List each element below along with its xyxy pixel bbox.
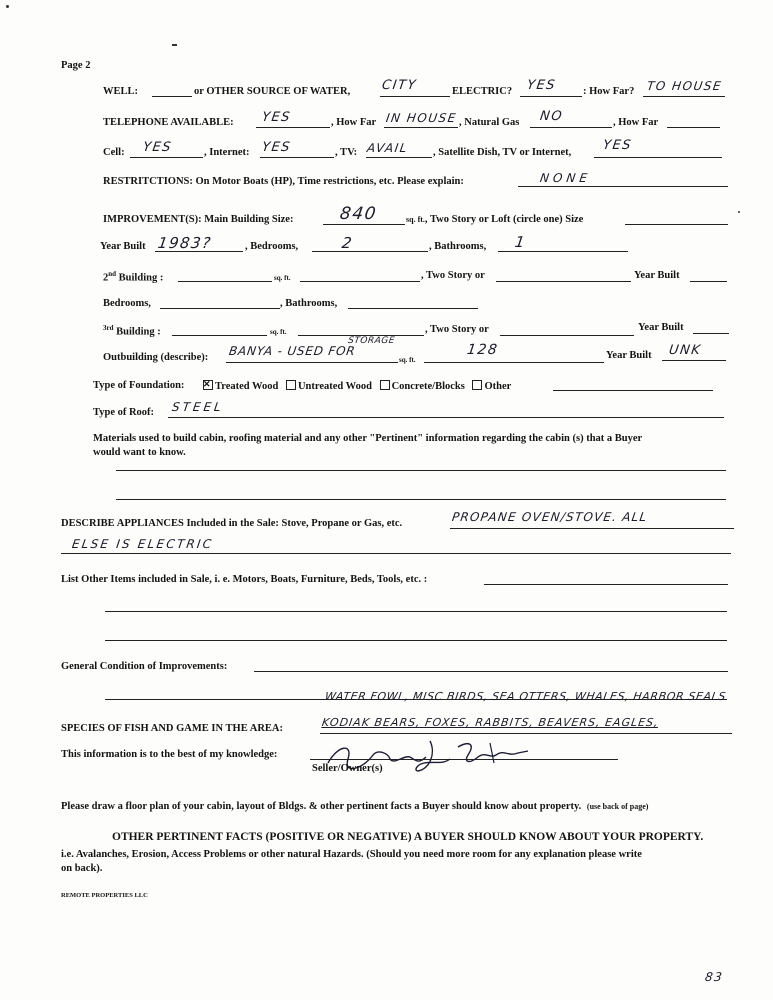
roof-value: STEEL xyxy=(171,400,225,414)
other-items-field-3 xyxy=(105,640,727,641)
natural-gas-label: , Natural Gas xyxy=(459,117,520,128)
outbuilding-sqft-value: 128 xyxy=(465,342,500,358)
footer-company: REMOTE PROPERTIES LLC xyxy=(61,892,148,899)
other-items-field-2 xyxy=(105,611,727,612)
restrictions-field xyxy=(518,186,728,187)
internet-label: , Internet: xyxy=(204,147,250,158)
knowledge-label: This information is to the best of my knowledge: xyxy=(61,749,278,760)
checkbox-icon[interactable] xyxy=(472,380,482,390)
third-year-field xyxy=(693,333,729,334)
bedrooms-field xyxy=(312,251,428,252)
telephone-label: TELEPHONE AVAILABLE: xyxy=(103,117,234,128)
telephone-field xyxy=(256,127,330,128)
outbuilding-value: BANYA - USED FOR xyxy=(228,344,357,358)
species-value-1: WATER FOWL, MISC BIRDS, SEA OTTERS, WHALES, HARBOR SEALS xyxy=(324,690,727,703)
third-sqft-label: sq. ft. xyxy=(270,328,287,336)
restrictions-label: RESTRITCTIONS: On Motor Boats (HP), Time restrictions, etc. Please explain: xyxy=(103,176,464,187)
bedrooms-value: 2 xyxy=(340,234,355,252)
second-building-label: 2nd Building : xyxy=(103,270,164,284)
satellite-label: , Satellite Dish, TV or Internet, xyxy=(433,147,572,158)
main-size-field xyxy=(323,224,405,225)
foundation-options xyxy=(203,380,511,392)
floorplan-note: (use back of page) xyxy=(586,802,649,811)
appliances-field-1 xyxy=(450,528,734,529)
outbuilding-value-above: STORAGE xyxy=(347,336,396,346)
electric-value: YES xyxy=(525,78,557,93)
appliances-label: DESCRIBE APPLIANCES Included in the Sale: Stove, Propane or Gas, etc. xyxy=(61,518,403,529)
other-items-label: List Other Items included in Sale, i. e. Motors, Boats, Furniture, Beds, Tools, etc. : xyxy=(61,574,428,585)
foundation-label: Type of Foundation: xyxy=(93,380,185,391)
appliances-value-1: PROPANE OVEN/STOVE. ALL xyxy=(451,510,649,524)
appliances-field-2 xyxy=(61,553,731,554)
page-label: Page 2 xyxy=(61,60,91,71)
second-bathrooms-label: , Bathrooms, xyxy=(280,298,338,309)
telephone-value: YES xyxy=(260,110,292,125)
page-mark: 83 xyxy=(704,970,725,984)
howfar-field xyxy=(643,96,725,97)
third-other-field xyxy=(500,335,634,336)
third-twostory-label: , Two Story or xyxy=(425,324,489,335)
third-building-label: $^{3rd}$ Building : xyxy=(103,324,161,338)
scan-speck xyxy=(738,211,740,213)
howfar-label: : How Far? xyxy=(583,86,635,97)
gas-howfar-field xyxy=(667,127,720,128)
cell-label: Cell: xyxy=(103,147,125,158)
outbuilding-label: Outbuilding (describe): xyxy=(103,352,209,363)
second-bedrooms-label: Bedrooms, xyxy=(103,298,151,309)
species-value-2: KODIAK BEARS, FOXES, RABBITS, BEAVERS, EAGLES, xyxy=(321,716,660,729)
cell-value: YES xyxy=(141,140,173,155)
other-items-field-1 xyxy=(484,584,728,585)
condition-label: General Condition of Improvements: xyxy=(61,661,228,672)
bedrooms-label: , Bedrooms, xyxy=(245,241,299,252)
second-twostory-label: , Two Story or xyxy=(421,270,485,281)
improvement-label: IMPROVEMENT(S): Main Building Size: xyxy=(103,214,294,225)
cell-field xyxy=(130,157,203,158)
appliances-value-2: ELSE IS ELECTRIC xyxy=(71,537,215,551)
gas-howfar-label: , How Far xyxy=(613,117,659,128)
outbuilding-year-value: UNK xyxy=(667,343,703,358)
tv-field xyxy=(366,157,432,158)
foundation-option-concrete[interactable]: Concrete/Blocks xyxy=(380,381,465,392)
internet-value: YES xyxy=(260,140,292,155)
species-field xyxy=(320,733,732,734)
restrictions-value: NONE xyxy=(539,171,592,185)
telephone-howfar-field xyxy=(384,127,458,128)
outbuilding-field xyxy=(226,362,398,363)
species-label: SPECIES OF FISH AND GAME IN THE AREA: xyxy=(61,723,283,734)
pertinent-heading: OTHER PERTINENT FACTS (POSITIVE OR NEGATIVE) A BUYER SHOULD KNOW ABOUT YOUR PROPERTY. xyxy=(112,831,704,843)
outbuilding-year-field xyxy=(662,360,726,361)
foundation-option-treated[interactable]: ✕ Treated Wood xyxy=(203,381,278,392)
well-label: WELL: xyxy=(103,86,139,97)
two-story-size-field xyxy=(625,224,728,225)
bathrooms-field xyxy=(498,251,628,252)
telephone-howfar-label: , How Far xyxy=(331,117,377,128)
seller-owner-label: Seller/Owner(s) xyxy=(312,763,383,774)
bathrooms-label: , Bathrooms, xyxy=(429,241,487,252)
outbuilding-sqft-label: sq. ft. xyxy=(399,356,416,364)
electric-label: ELECTRIC? xyxy=(452,86,513,97)
electric-field xyxy=(520,96,582,97)
second-sqft-label: sq. ft. xyxy=(274,274,291,282)
well-field xyxy=(152,96,192,97)
other-water-label: or OTHER SOURCE OF WATER, xyxy=(194,86,351,97)
materials-line1: Materials used to build cabin, roofing material and any other "Pertinent" information regarding the cabin (s) that a Buyer xyxy=(93,433,643,444)
roof-label: Type of Roof: xyxy=(93,407,155,418)
bathrooms-value: 1 xyxy=(513,233,528,251)
main-size-value: 840 xyxy=(338,204,379,224)
materials-line2: would want to know. xyxy=(93,447,186,458)
second-size-field xyxy=(178,281,272,282)
materials-field-2 xyxy=(116,499,726,500)
second-other-field xyxy=(496,281,631,282)
second-bedrooms-field xyxy=(160,308,280,309)
second-bathrooms-field xyxy=(348,308,478,309)
main-sqft-label: sq. ft., Two Story or Loft (circle one) Size xyxy=(406,214,584,225)
materials-field-1 xyxy=(116,470,726,471)
third-size-field xyxy=(172,335,267,336)
satellite-value: YES xyxy=(601,138,633,153)
checkbox-icon[interactable] xyxy=(286,380,296,390)
satellite-field xyxy=(594,157,722,158)
foundation-option-other[interactable]: Other xyxy=(472,381,511,392)
second-year-field xyxy=(690,281,727,282)
pertinent-line1: i.e. Avalanches, Erosion, Access Problems or other natural Hazards. (Should you need more room for any explanation please write xyxy=(61,849,642,860)
roof-field xyxy=(168,417,724,418)
natural-gas-field xyxy=(530,127,612,128)
checkbox-icon[interactable] xyxy=(380,380,390,390)
internet-field xyxy=(260,157,334,158)
second-year-label: Year Built xyxy=(634,270,680,281)
howfar-value: TO HOUSE xyxy=(646,79,724,93)
scan-speck xyxy=(6,5,9,8)
other-water-value: CITY xyxy=(380,78,418,93)
outbuilding-year-label: Year Built xyxy=(606,350,652,361)
checkbox-checked-icon[interactable] xyxy=(203,380,213,390)
year-built-value: 1983? xyxy=(156,234,213,252)
other-water-field xyxy=(380,96,450,97)
condition-field-1 xyxy=(254,671,728,672)
third-year-label: Year Built xyxy=(638,322,684,333)
scan-speck xyxy=(172,44,177,46)
tv-label: , TV: xyxy=(335,147,358,158)
floorplan-text: Please draw a floor plan of your cabin, layout of Bldgs. & other pertinent facts a Buyer should know about property. (use back of page) xyxy=(61,801,649,812)
year-built-label: Year Built xyxy=(100,241,146,252)
outbuilding-sqft-field xyxy=(424,362,604,363)
foundation-option-untreated[interactable]: Untreated Wood xyxy=(286,381,372,392)
tv-value: AVAIL xyxy=(366,141,409,155)
natural-gas-value: NO xyxy=(538,109,565,124)
two-story-size-label: , Two Story or Loft (circle one) Size xyxy=(424,214,584,225)
pertinent-line2: on back). xyxy=(61,863,103,874)
telephone-howfar-value: IN HOUSE xyxy=(385,111,458,125)
foundation-other-field xyxy=(553,390,713,391)
second-twostory-field xyxy=(300,281,420,282)
